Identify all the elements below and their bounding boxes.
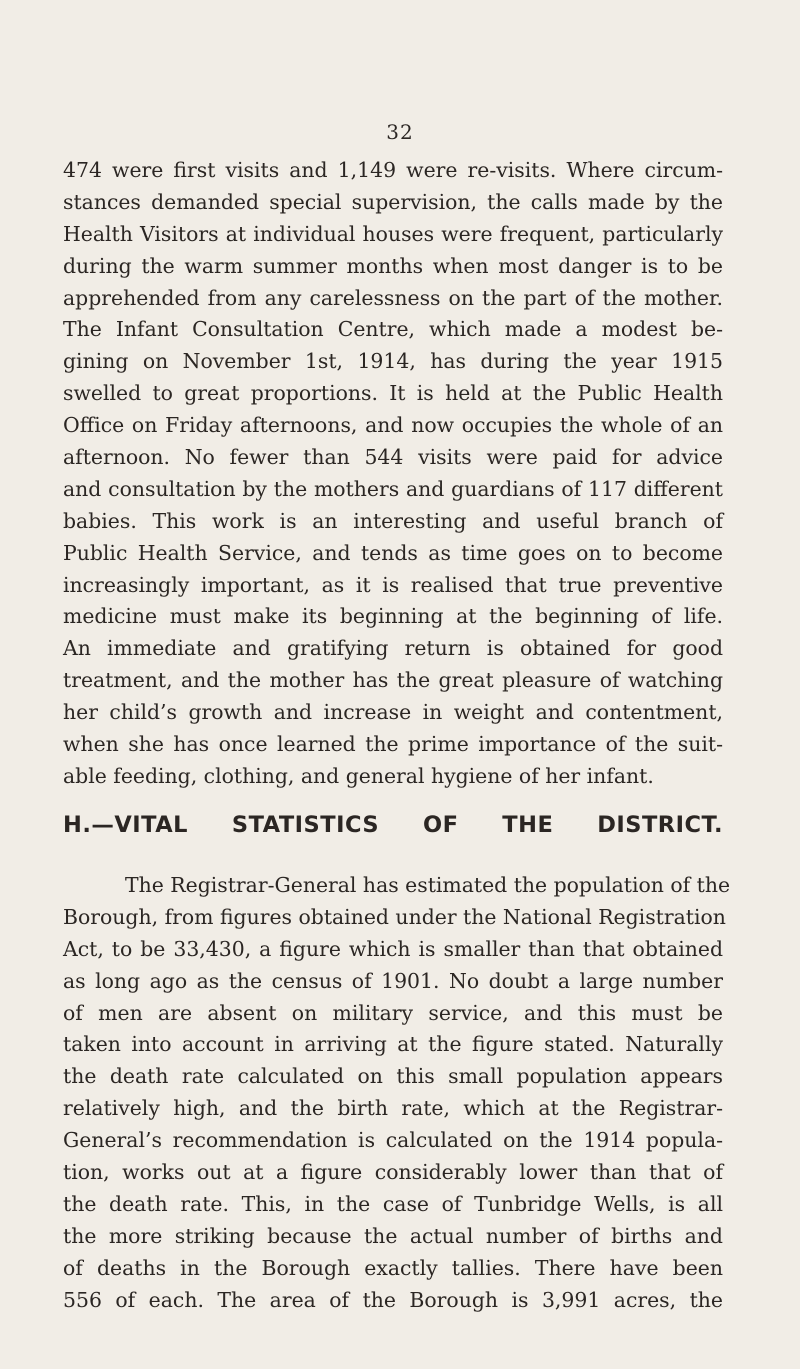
text-line: medicine must make its beginning at the beginning of life. (63, 604, 723, 629)
text-line: tion, works out at a figure considerably lower than that of (63, 1160, 723, 1185)
text-line: able feeding, clothing, and general hygiene of her infant. (63, 763, 654, 788)
text-line: the death rate calculated on this small population appears (63, 1064, 723, 1089)
text-line: when she has once learned the prime importance of the suit- (63, 732, 723, 757)
text-line: increasingly important, as it is realised that true preventive (63, 572, 723, 597)
text-line: the more striking because the actual number of births and (63, 1223, 723, 1248)
paragraph-infant-consultation (63, 155, 723, 793)
text-line: Health Visitors at individual houses were frequent, particularly (63, 221, 723, 246)
text-line: during the warm summer months when most danger is to be (63, 253, 723, 278)
text-line: taken into account in arriving at the figure stated. Naturally (63, 1032, 723, 1057)
text-line: the death rate. This, in the case of Tunbridge Wells, is all (63, 1191, 723, 1216)
text-line: swelled to great proportions. It is held at the Public Health (63, 381, 723, 406)
text-line: of men are absent on military service, and this must be (63, 1000, 723, 1025)
text-line: afternoon. No fewer than 544 visits were paid for advice (63, 445, 723, 470)
text-line: Office on Friday afternoons, and now occupies the whole of an (63, 413, 723, 438)
text-line: treatment, and the mother has the great pleasure of watching (63, 668, 723, 693)
text-line: as long ago as the census of 1901. No doubt a large number (63, 968, 723, 993)
text-line: apprehended from any carelessness on the part of the mother. (63, 285, 723, 310)
text-line: relatively high, and the birth rate, which at the Registrar- (63, 1096, 723, 1121)
text-line: An immediate and gratifying return is obtained for good (63, 636, 723, 661)
text-line: gining on November 1st, 1914, has during the year 1915 (63, 349, 723, 374)
text-line: 474 were first visits and 1,149 were re-visits. Where circum- (63, 158, 723, 182)
text-line: Act, to be 33,430, a figure which is smaller than that obtained (63, 936, 723, 961)
text-line: The Registrar-General has estimated the population of the (125, 873, 731, 897)
text-line: of deaths in the Borough exactly tallies. There have been (63, 1255, 723, 1280)
text-line: babies. This work is an interesting and useful branch of (63, 508, 723, 533)
text-line: Borough, from figures obtained under the National Registration (63, 904, 726, 929)
text-line: Public Health Service, and tends as time goes on to become (63, 540, 723, 565)
text-line: her child’s growth and increase in weight and contentment, (63, 700, 723, 725)
text-line: and consultation by the mothers and guardians of 117 different (63, 476, 723, 501)
page-number: 32 (386, 120, 414, 144)
text-line: 556 of each. The area of the Borough is 3,991 acres, the (63, 1287, 723, 1312)
paragraph-vital-statistics (63, 870, 731, 1316)
section-heading: H.—VITAL STATISTICS OF THE DISTRICT. (63, 812, 723, 838)
text-line: stances demanded special supervision, the calls made by the (63, 189, 723, 214)
text-line: The Infant Consultation Centre, which made a modest be- (63, 317, 723, 342)
text-line: General’s recommendation is calculated on the 1914 popula- (63, 1128, 723, 1153)
